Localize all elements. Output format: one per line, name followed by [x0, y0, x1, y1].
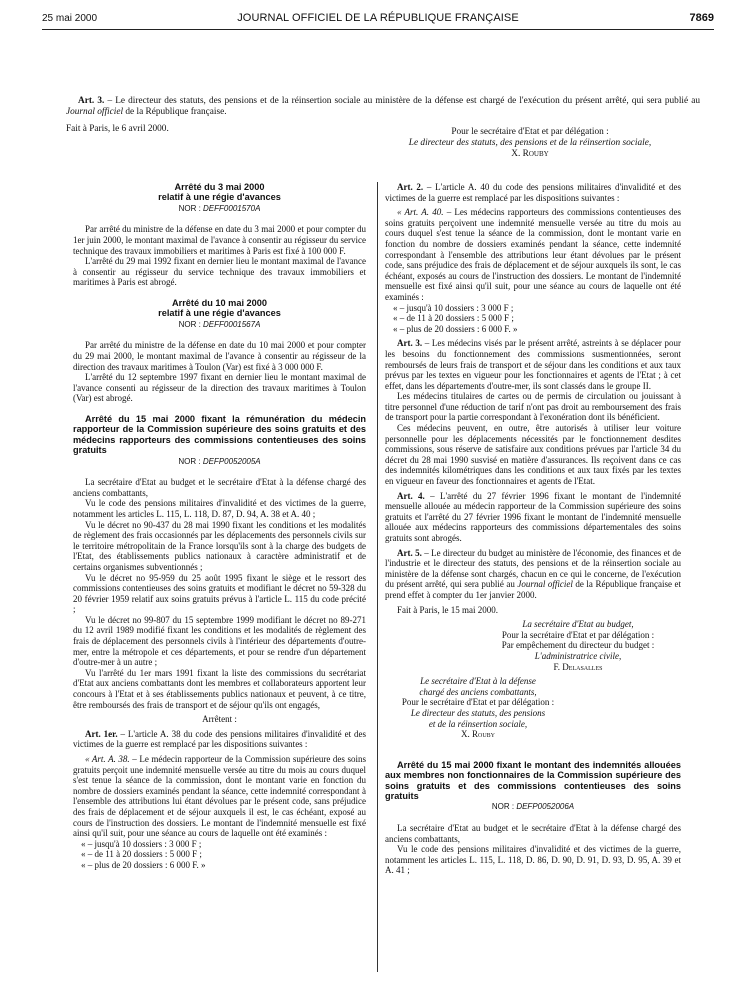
- paragraph: Vu le code des pensions militaires d'invalidité et des victimes de la guerre, notamment les articles L. 115, L. 118, D. 87, D. 94, A. 38 et A. 40 ;: [73, 498, 366, 519]
- column-divider: [377, 182, 378, 972]
- article-2-paragraph: Art. 2. – L'article A. 40 du code des pensions militaires d'invalidité et des victimes de la guerre est remplacé par les dispositions suivantes :: [385, 182, 681, 203]
- journal-title: JOURNAL OFFICIEL DE LA RÉPUBLIQUE FRANÇAISE: [237, 12, 519, 24]
- nor-reference: NOR : DEFF0001570A: [178, 203, 261, 213]
- paragraph: L'arrêté du 12 septembre 1997 fixant en dernier lieu le montant maximal de l'avance consenti au régisseur de la direction des travaux maritimes à Toulon (Var) est abrogé.: [73, 372, 366, 404]
- list-item: « – jusqu'à 10 dossiers : 3 000 F ;: [393, 302, 514, 313]
- signature-block-defense: Le secrétaire d'Etat à la défense chargé des anciens combattants, Pour le secrétaire d'Etat et par délégation : Le directeur des statuts, des pensions et de la réinsertion sociale, X. Rouby: [401, 676, 555, 740]
- paragraph: La secrétaire d'Etat au budget et le secrétaire d'Etat à la défense chargé des anciens combattants,: [385, 822, 681, 844]
- paragraph: Par arrêté du ministre de la défense en date du 3 mai 2000 et pour compter du 1er juin 2000, le montant maximal de l'avance à consentir au régisseur du service technique des travaux immobiliers et maritimes à Paris est fixé à 100 000 F.: [73, 224, 366, 256]
- paragraph: Les médecins titulaires de cartes ou de permis de circulation ou jouissant à titre personnel d'une réduction de tarif n'ont pas droit au remboursement des frais de transport pour la partie correspondant à l'exonération dont ils bénéficient.: [385, 391, 681, 423]
- left-column: [73, 182, 366, 871]
- right-column: [385, 182, 681, 876]
- paragraph: Vu le décret no 90-437 du 28 mai 1990 fixant les conditions et les modalités de règlement des frais occasionnés par les déplacements des personnels civils sur le territoire métropolitain de la France lorsqu'ils sont à la charge des budgets de l'Etat, des établissements publics nationaux à caractère administratif et de certains organismes subventionnés ;: [73, 519, 366, 572]
- nor-reference: NOR : DEFF0001567A: [178, 319, 261, 329]
- paragraph: L'arrêté du 29 mai 1992 fixant en dernier lieu le montant maximal de l'avance à consentir au régisseur du service technique des travaux immobiliers et maritimes à Paris est abrogé.: [73, 256, 366, 288]
- nor-reference: NOR : DEFP0052005A: [178, 456, 261, 466]
- header-date: 25 mai 2000: [42, 13, 98, 24]
- article-5-paragraph: Art. 5. – Le directeur du budget au ministère de l'économie, des finances et de l'industrie et le directeur des statuts, des pensions et de la réinsertion sociale au ministère de la défense sont chargés, chacun en ce qui le concerne, de l'exécution du présent arrêté, qui sera publié au Journal officiel de la République française et prend effet à compter du 1er janvier 2000.: [385, 547, 681, 600]
- article-4-paragraph: Art. 4. – L'arrêté du 27 février 1996 fixant le montant de l'indemnité mensuelle allouée au médecin rapporteur de la Commission supérieure des soins gratuits et l'arrêté du 27 février 1996 fixant le montant de l'indemnité mensuelle allouée aux médecins rapporteurs des commissions départementales des soins gratuits sont abrogés.: [385, 490, 681, 543]
- list-item: « – de 11 à 20 dossiers : 5 000 F ;: [393, 313, 514, 324]
- signature-block: Pour le secrétaire d'Etat et par délégation : Le directeur des statuts, des pensions et de la réinsertion sociale, X. Rouby: [408, 127, 652, 160]
- decree-title: Arrêté du 10 mai 2000 relatif à une régie d'avances: [158, 297, 281, 319]
- list-item: « – de 11 à 20 dossiers : 5 000 F ;: [81, 849, 202, 860]
- article-1-paragraph: Art. 1er. – L'article A. 38 du code des pensions militaires d'invalidité et des victimes de la guerre est remplacé par les dispositions suivantes :: [73, 728, 366, 750]
- article-number: Art. 3.: [78, 96, 105, 106]
- list-item: « – plus de 20 dossiers : 6 000 F. »: [81, 859, 206, 870]
- paragraph: La secrétaire d'Etat au budget et le secrétaire d'Etat à la défense chargé des anciens combattants,: [73, 477, 366, 498]
- arretent: Arrêtent :: [202, 714, 237, 725]
- list-item: « – plus de 20 dossiers : 6 000 F. »: [393, 323, 518, 334]
- article-a40-paragraph: « Art. A. 40. – Les médecins rapporteurs des commissions contentieuses des soins gratuits perçoivent une indemnité mensuelle versée au titre du mois au cours duquel s'est tenue la séance de la commission, dont le montant varie en fonction du nombre de dossiers examinés pendant la séance, cette indemnité correspondant à l'ensemble des attributions leur étant dévolues par le présent code, sans préjudice des frais de déplacement et de séjour auxquels ils sont, le cas échéant, exposés au cours de l'instruction des dossiers. Le montant de l'indemnité mensuelle est fixé ainsi qu'il suit, pour une séance au cours de laquelle ont été examinés :: [385, 207, 681, 302]
- list-item: « – jusqu'à 10 dossiers : 3 000 F ;: [81, 838, 202, 849]
- paragraph: Vu l'arrêté du 1er mars 1991 fixant la liste des commissions du secrétariat d'Etat aux anciens combattants dont les membres et collaborateurs apportent leur concours à l'Etat et à ses établissements publics nationaux et peuvent, à ce titre, être remboursés des frais de transport et de séjour qu'ils ont engagés,: [73, 667, 366, 710]
- fait-a-paris: Fait à Paris, le 6 avril 2000.: [66, 124, 169, 135]
- fait-a-paris: Fait à Paris, le 15 mai 2000.: [397, 604, 498, 615]
- page-number: 7869: [689, 12, 714, 24]
- article-3-paragraph: Art. 3. – Le directeur des statuts, des pensions et de la réinsertion sociale au ministère de la défense est chargé de l'exécution du présent arrêté, qui sera publié au Journal officiel de la République française.: [66, 96, 700, 118]
- page-header: [42, 11, 714, 29]
- decree-title: Arrêté du 15 mai 2000 fixant le montant des indemnités allouées aux membres non fonctionnaires de la Commission supérieure des soins gratuits et des commissions contentieuses des soins gratuits: [385, 759, 681, 801]
- decree-title: Arrêté du 3 mai 2000 relatif à une régie d'avances: [158, 182, 281, 203]
- decree-title: Arrêté du 15 mai 2000 fixant la rémunération du médecin rapporteur de la Commission supérieure des soins gratuits et des médecins rapporteurs des commissions contentieuses des soins gratuits: [73, 413, 366, 456]
- signature-block-budget: La secrétaire d'Etat au budget, Pour la secrétaire d'Etat et par délégation : Par empêchement du directeur du budget : L'administratrice civile, F. Delasalles: [501, 619, 655, 672]
- paragraph: Vu le décret no 95-959 du 25 août 1995 fixant le siège et le ressort des commissions contentieuses des soins gratuits et modifiant le décret no 59-328 du 20 février 1959 relatif aux soins gratuits prévus à l'article L. 115 du code précité ;: [73, 572, 366, 615]
- paragraph: Vu le code des pensions militaires d'invalidité et des victimes de la guerre, notamment les articles L. 115, L. 118, D. 86, D. 90, D. 91, D. 93, D. 95, A. 39 et A. 41 ;: [385, 844, 681, 876]
- paragraph: Vu le décret no 99-807 du 15 septembre 1999 modifiant le décret no 89-271 du 12 avril 1989 modifié fixant les conditions et les modalités de règlement des frais de déplacement des personnels civils à l'intérieur des départements d'outre-mer, entre la métropole et ces départements, et pour se rendre d'un département d'outre-mer à un autre ;: [73, 614, 366, 668]
- article-a38-paragraph: « Art. A. 38. – Le médecin rapporteur de la Commission supérieure des soins gratuits perçoit une indemnité mensuelle versée au titre du mois au cours duquel s'est tenue la séance de la commission, dont le montant varie en fonction du nombre de dossiers examinés pendant la séance, cette indemnité correspondant à l'ensemble des attributions lui étant dévolues par le présent code, sans préjudice des frais de déplacement et de séjour auxquels il est, le cas échéant, exposé au cours de l'instruction des dossiers. Le montant de l'indemnité mensuelle est fixé ainsi qu'il suit, pour une séance au cours de laquelle ont été examinés :: [73, 754, 366, 839]
- paragraph: Par arrêté du ministre de la défense en date du 10 mai 2000 et pour compter du 29 mai 2000, le montant maximal de l'avance à consentir au régisseur de la direction des travaux maritimes à Toulon (Var) est fixé à 3 000 000 F.: [73, 340, 366, 372]
- article-3-paragraph: Art. 3. – Les médecins visés par le présent arrêté, astreints à se déplacer pour les besoins du fonctionnement des commissions susmentionnées, seront remboursés de leurs frais de transport et de séjour dans les conditions et aux taux prévus par les textes en vigueur pour les fonctionnaires et agents de l'Etat ; à cet effet, dans les départements d'outre-mer, ils sont classés dans le groupe II.: [385, 338, 681, 391]
- paragraph: Ces médecins peuvent, en outre, être autorisés à utiliser leur voiture personnelle pour les déplacements nécessités par le fonctionnement desdites commissions, sous réserve de satisfaire aux conditions prévues par l'article 34 du décret du 28 mai 1990 susvisé en matière d'assurances. Ils reçoivent dans ce cas des indemnités kilométriques dans les conditions et aux taux fixés par les textes en vigueur en faveur des fonctionnaires et agents de l'Etat.: [385, 423, 681, 487]
- header-rule: [42, 29, 714, 30]
- nor-reference: NOR : DEFP0052006A: [491, 802, 575, 812]
